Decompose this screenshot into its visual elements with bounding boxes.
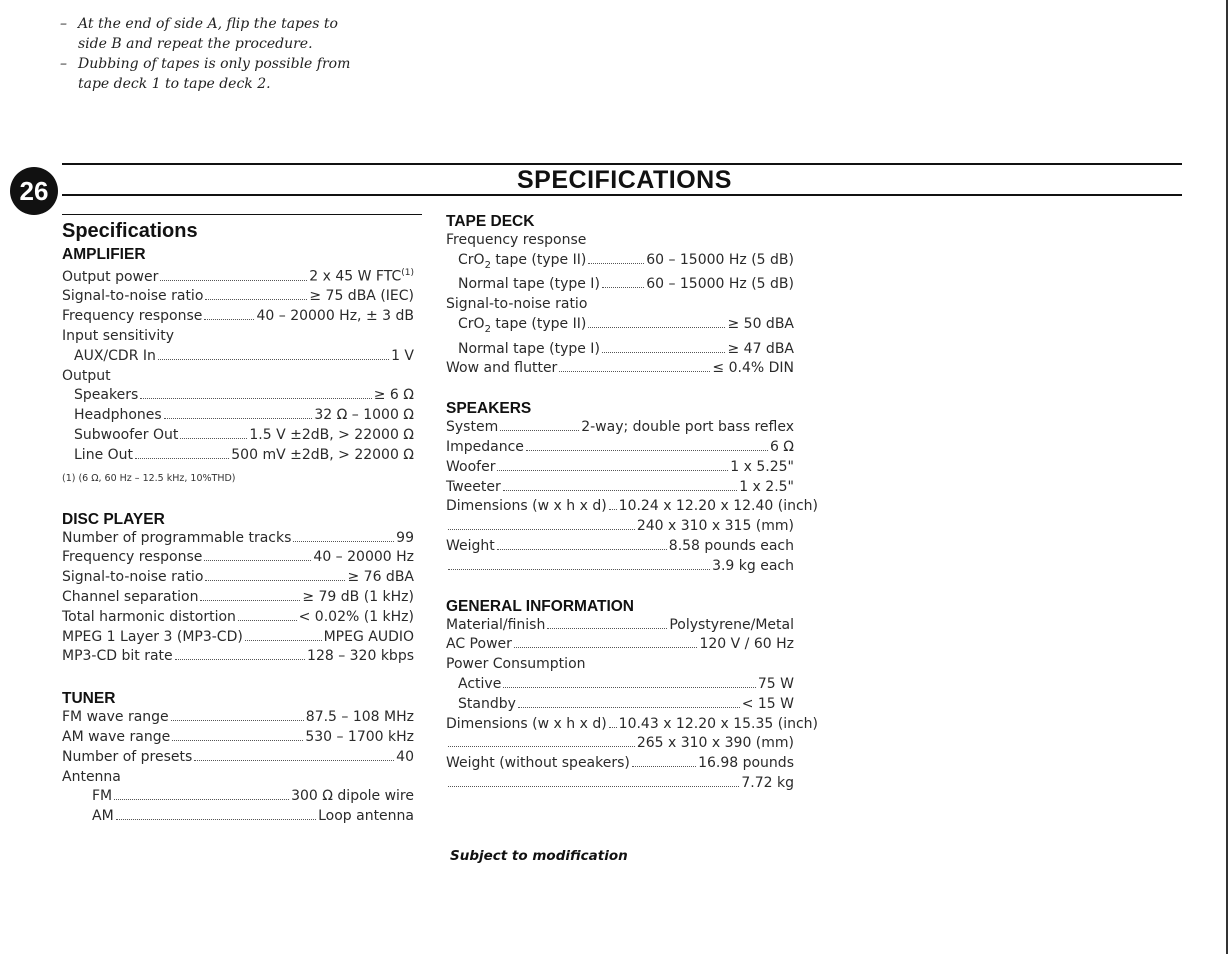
leader-dots xyxy=(204,319,254,320)
spec-row-ac-power xyxy=(446,635,794,655)
leader-dots xyxy=(503,490,737,491)
footnote: (1) (6 Ω, 60 Hz – 12.5 kHz, 10%THD) xyxy=(62,472,236,484)
spec-label: Signal-to-noise ratio xyxy=(62,288,204,305)
spec-value: 60 – 15000 Hz (5 dB) xyxy=(646,251,794,268)
spec-row-am-range xyxy=(62,728,414,748)
spec-value: 265 x 310 x 390 (mm) xyxy=(636,735,794,752)
spec-value: ≥ 76 dBA xyxy=(347,569,414,586)
leader-dots xyxy=(518,707,740,708)
spec-value: 6 Ω xyxy=(769,438,794,455)
leader-dots xyxy=(448,746,635,747)
spec-value: 87.5 – 108 MHz xyxy=(305,709,414,726)
spec-row-aux xyxy=(62,347,414,367)
spec-label: Line Out xyxy=(74,446,134,463)
spec-value: 7.72 kg xyxy=(741,774,794,791)
page-title: SPECIFICATIONS xyxy=(517,166,732,194)
spec-row-standby xyxy=(446,695,794,715)
leader-dots xyxy=(448,569,710,570)
leader-dots xyxy=(158,359,389,360)
spec-row-normal-frequency xyxy=(446,275,794,295)
spec-row-impedance xyxy=(446,438,794,458)
spec-label: Woofer xyxy=(446,458,496,475)
tuner-section xyxy=(62,689,414,827)
spec-value: Polystyrene/Metal xyxy=(669,616,794,633)
spec-value: ≥ 50 dBA xyxy=(727,315,794,332)
spec-label: Dimensions (w x h x d) xyxy=(446,498,607,515)
leader-dots xyxy=(205,580,345,581)
leader-dots xyxy=(293,541,394,542)
note-dash: – xyxy=(60,56,67,72)
spec-label: FM wave range xyxy=(62,709,169,726)
spec-row-fm-range xyxy=(62,708,414,728)
spec-value: 120 V / 60 Hz xyxy=(699,636,794,653)
leader-dots xyxy=(602,287,644,288)
leader-dots xyxy=(514,647,698,648)
note-dash: – xyxy=(60,16,67,32)
spec-row-am-antenna xyxy=(62,807,414,827)
section-title-amplifier: AMPLIFIER xyxy=(62,246,146,263)
spec-row-fm-antenna xyxy=(62,787,414,807)
section-title-general: GENERAL INFORMATION xyxy=(446,597,635,615)
spec-value: 16.98 pounds xyxy=(698,755,794,772)
leader-dots xyxy=(547,628,667,629)
spec-row-output-power xyxy=(62,264,414,287)
spec-value-text: 2 x 45 W FTC xyxy=(309,268,402,285)
label-part: tape (type II) xyxy=(490,251,587,268)
spec-value: ≥ 47 dBA xyxy=(727,340,794,357)
spec-value: 530 – 1700 kHz xyxy=(305,729,414,745)
spec-value: ≥ 75 dBA (IEC) xyxy=(309,288,414,305)
spec-row-system xyxy=(446,418,794,438)
spec-row-active xyxy=(446,675,794,695)
leader-dots xyxy=(497,549,667,550)
spec-label: AC Power xyxy=(446,636,512,653)
spec-label: Dimensions (w x h x d) xyxy=(446,715,607,732)
leader-dots xyxy=(140,398,372,399)
leader-dots xyxy=(114,799,289,800)
leader-dots xyxy=(194,760,394,761)
spec-row-thd xyxy=(62,608,414,628)
spec-value: 99 xyxy=(396,529,414,546)
spec-label: Output power xyxy=(62,268,159,285)
page-edge-line xyxy=(1226,0,1228,954)
spec-value: 1 x 2.5" xyxy=(739,478,794,495)
spec-value xyxy=(309,264,414,287)
spec-label xyxy=(458,315,586,340)
spec-label: FM xyxy=(92,788,113,805)
spec-value: 3.9 kg each xyxy=(712,557,794,574)
leader-dots xyxy=(135,458,229,459)
spec-label: Normal tape (type I) xyxy=(458,340,600,357)
leader-dots xyxy=(172,740,303,741)
spec-row-wow xyxy=(446,359,794,379)
spec-row-weight-kg xyxy=(446,557,794,577)
leader-dots xyxy=(602,352,726,353)
spec-value: 1.5 V ±2dB, > 22000 Ω xyxy=(249,427,414,444)
note-line: side B and repeat the procedure. xyxy=(78,36,313,52)
section-title-tuner: TUNER xyxy=(62,690,116,708)
spec-label: MP3-CD bit rate xyxy=(62,648,173,665)
leader-dots xyxy=(164,418,313,419)
spec-label xyxy=(458,251,586,276)
spec-row-lineout xyxy=(62,446,414,466)
spec-value: ≤ 0.4% DIN xyxy=(712,360,794,377)
leader-dots xyxy=(448,786,739,787)
disc-player-section xyxy=(62,510,414,668)
spec-value: 240 x 310 x 315 (mm) xyxy=(636,518,794,535)
amplifier-section xyxy=(62,245,414,486)
spec-row-cro2-frequency xyxy=(446,251,794,276)
spec-value: 1 V xyxy=(391,347,414,364)
note-line: At the end of side A, flip the tapes to xyxy=(78,16,338,32)
spec-label: Channel separation xyxy=(62,589,199,606)
label-part: CrO xyxy=(458,251,485,268)
spec-row-mpeg xyxy=(62,628,414,648)
leader-dots xyxy=(116,819,316,820)
spec-group-label: Output xyxy=(62,367,111,384)
intro-notes xyxy=(60,14,400,94)
spec-row-subwoofer xyxy=(62,426,414,446)
spec-value: 10.24 x 12.20 x 12.40 (inch) xyxy=(618,498,818,515)
leader-dots xyxy=(503,687,756,688)
spec-value: 40 xyxy=(396,748,414,765)
note-flip-tapes xyxy=(60,14,400,54)
label-subscript: 2 xyxy=(484,323,491,335)
spec-value: 500 mV ±2dB, > 22000 Ω xyxy=(231,446,414,463)
spec-label: Frequency response xyxy=(62,549,203,566)
spec-value: 2-way; double port bass reflex xyxy=(581,419,794,436)
note-dubbing xyxy=(60,54,400,94)
header-rule-bottom xyxy=(62,194,1182,196)
leader-dots xyxy=(609,509,617,510)
leader-dots xyxy=(171,720,304,721)
spec-label: Weight (without speakers) xyxy=(446,755,630,772)
spec-label: Frequency response xyxy=(62,308,203,325)
spec-value: ≥ 79 dB (1 kHz) xyxy=(302,589,414,606)
leader-dots xyxy=(204,560,311,561)
leader-dots xyxy=(238,620,297,621)
spec-label: Number of programmable tracks xyxy=(62,529,292,546)
spec-row-material xyxy=(446,616,794,636)
spec-value: ≥ 6 Ω xyxy=(373,387,414,404)
footnote-marker: (1) xyxy=(401,268,414,278)
spec-row-frequency xyxy=(62,548,414,568)
spec-label: AM xyxy=(92,808,114,825)
spec-label: MPEG 1 Layer 3 (MP3-CD) xyxy=(62,628,243,645)
spec-group-label: Input sensitivity xyxy=(62,328,174,345)
spec-value: < 0.02% (1 kHz) xyxy=(298,608,414,625)
spec-row-dimensions-mm xyxy=(446,517,794,537)
leader-dots xyxy=(559,371,710,372)
spec-label: Standby xyxy=(458,695,516,712)
spec-label: Wow and flutter xyxy=(446,360,558,377)
spec-label: AM wave range xyxy=(62,729,171,745)
leader-dots xyxy=(180,438,247,439)
spec-group-label: Power Consumption xyxy=(446,656,586,673)
spec-label: Normal tape (type I) xyxy=(458,276,600,293)
leader-dots xyxy=(448,529,635,530)
spec-row-dimensions xyxy=(446,497,818,517)
spec-row-headphones xyxy=(62,406,414,426)
spec-row-presets xyxy=(62,748,414,768)
leader-dots xyxy=(609,727,617,728)
spec-row-cro2-snr xyxy=(446,315,794,340)
leader-dots xyxy=(588,263,644,264)
spec-row-dimensions xyxy=(446,715,818,735)
spec-label: Material/finish xyxy=(446,616,546,633)
leader-dots xyxy=(588,327,725,328)
spec-group-label: Antenna xyxy=(62,768,121,785)
spec-row-snr xyxy=(62,568,414,588)
spec-row-tracks xyxy=(62,529,414,549)
spec-row-woofer xyxy=(446,458,794,478)
spec-value: 10.43 x 12.20 x 15.35 (inch) xyxy=(618,715,818,732)
label-part: CrO xyxy=(458,315,485,332)
subtitle-rule xyxy=(62,214,422,215)
spec-label: Tweeter xyxy=(446,478,501,495)
note-line: tape deck 1 to tape deck 2. xyxy=(78,76,271,92)
leader-dots xyxy=(526,450,768,451)
specifications-subtitle: Specifications xyxy=(62,220,198,242)
leader-dots xyxy=(200,600,300,601)
spec-value: 8.58 pounds each xyxy=(668,537,794,554)
spec-value: 60 – 15000 Hz (5 dB) xyxy=(646,276,794,293)
spec-value: 128 – 320 kbps xyxy=(307,648,414,665)
spec-row-frequency xyxy=(62,307,414,327)
spec-label: Total harmonic distortion xyxy=(62,608,236,625)
tape-deck-section xyxy=(446,212,794,379)
spec-label: Subwoofer Out xyxy=(74,427,179,444)
leader-dots xyxy=(245,640,322,641)
general-information-section xyxy=(446,597,818,794)
spec-label: Active xyxy=(458,675,502,692)
spec-row-speakers xyxy=(62,386,414,406)
spec-row-separation xyxy=(62,588,414,608)
header-rule-top xyxy=(62,163,1182,165)
spec-value: 75 W xyxy=(757,675,794,692)
spec-row-tweeter xyxy=(446,478,794,498)
section-title-speakers: SPEAKERS xyxy=(446,400,532,418)
spec-label: System xyxy=(446,419,499,436)
label-part: tape (type II) xyxy=(490,315,587,332)
leader-dots xyxy=(497,470,728,471)
subject-to-modification-note: Subject to modification xyxy=(450,848,628,864)
spec-group-label: Signal-to-noise ratio xyxy=(446,296,588,313)
spec-row-dimensions-mm xyxy=(446,734,794,754)
note-line: Dubbing of tapes is only possible from xyxy=(78,56,351,72)
spec-label: Speakers xyxy=(74,387,139,404)
spec-value: Loop antenna xyxy=(318,808,414,825)
section-title-tape-deck: TAPE DECK xyxy=(446,213,535,230)
leader-dots xyxy=(500,430,579,431)
spec-value: 40 – 20000 Hz, ± 3 dB xyxy=(256,308,414,325)
spec-row-weight xyxy=(446,537,794,557)
spec-row-normal-snr xyxy=(446,340,794,360)
left-column xyxy=(62,214,414,827)
spec-row-snr xyxy=(62,287,414,307)
speakers-section xyxy=(446,399,818,576)
label-subscript: 2 xyxy=(484,259,491,271)
page-number-badge: 26 xyxy=(10,167,58,215)
spec-value: 1 x 5.25" xyxy=(730,458,794,475)
spec-row-bitrate xyxy=(62,647,414,667)
spec-value: 300 Ω dipole wire xyxy=(291,788,414,805)
spec-label: Weight xyxy=(446,537,495,554)
section-title-disc-player: DISC PLAYER xyxy=(62,510,165,528)
spec-value: 40 – 20000 Hz xyxy=(313,549,414,566)
spec-row-weight xyxy=(446,754,794,774)
spec-row-weight-kg xyxy=(446,774,794,794)
spec-value: < 15 W xyxy=(741,695,794,712)
spec-value: MPEG AUDIO xyxy=(323,628,414,645)
spec-label: Headphones xyxy=(74,407,162,424)
leader-dots xyxy=(160,280,307,281)
leader-dots xyxy=(175,659,305,660)
spec-label: AUX/CDR In xyxy=(74,347,156,364)
spec-label: Number of presets xyxy=(62,748,193,765)
spec-label: Signal-to-noise ratio xyxy=(62,569,204,586)
leader-dots xyxy=(632,766,696,767)
spec-value: 32 Ω – 1000 Ω xyxy=(314,407,414,424)
spec-label: Impedance xyxy=(446,438,524,455)
spec-group-label: Frequency response xyxy=(446,232,587,248)
right-column xyxy=(446,212,818,794)
leader-dots xyxy=(205,299,307,300)
